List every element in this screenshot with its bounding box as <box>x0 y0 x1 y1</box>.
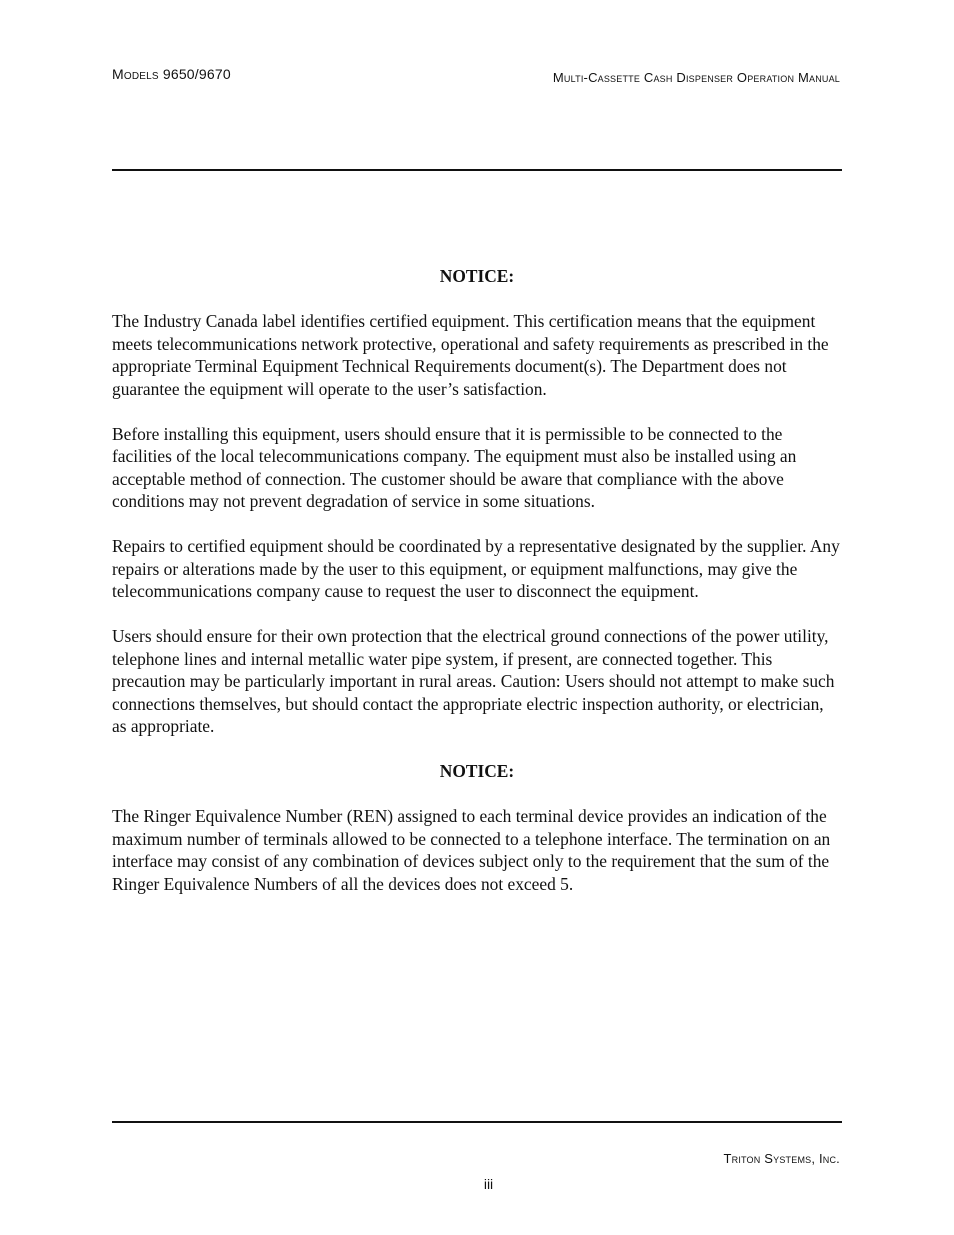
notice-heading-2: NOTICE: <box>439 761 515 781</box>
page-number: iii <box>483 1176 494 1192</box>
paragraph-repairs: Repairs to certified equipment should be coordinated by a representative designated by the supplier. Any repairs or alterations made by the user to this equipment, or equipment malfunctions, may give the telecommunications company cause to request the user to disconnect the equipment. <box>112 536 840 601</box>
paragraph-industry-canada-label: The Industry Canada label identifies certified equipment. This certification means that the equipment meets telecommunications network protective, operational and safety requirements as prescribed in the appropriate Terminal Equipment Technical Requirements document(s). The Department does not guarantee the equipment will operate to the user’s satisfaction. <box>112 311 829 399</box>
header-models: Models 9650/9670 <box>112 66 231 82</box>
header-divider <box>112 169 842 171</box>
paragraph-ringer-equivalence: The Ringer Equivalence Number (REN) assigned to each terminal device provides an indication of the maximum number of terminals allowed to be connected to a telephone interface. The termination on an interface may consist of any combination of devices subject only to the requirement that the sum of the Ringer Equivalence Numbers of all the devices does not exceed 5. <box>112 806 831 894</box>
header-manual-title: Multi-Cassette Cash Dispenser Operation Manual <box>552 70 840 85</box>
notice-content <box>112 265 842 918</box>
notice-heading-1: NOTICE: <box>439 266 515 286</box>
footer-company-name: Triton Systems, Inc. <box>723 1151 840 1166</box>
paragraph-before-installing: Before installing this equipment, users should ensure that it is permissible to be connected to the facilities of the local telecommunications company. The equipment must also be installed using an acceptable method of connection. The customer should be aware that compliance with the above conditions may not prevent degradation of service in some situations. <box>112 423 797 511</box>
footer-divider <box>112 1121 842 1123</box>
paragraph-ground-connections: Users should ensure for their own protection that the electrical ground connections of the power utility, telephone lines and internal metallic water pipe system, if present, are connected together. This precaution may be particularly important in rural areas. Caution: Users should not attempt to make such connections themselves, but should contact the appropriate electric inspection authority, or electrician, as appropriate. <box>112 626 835 736</box>
